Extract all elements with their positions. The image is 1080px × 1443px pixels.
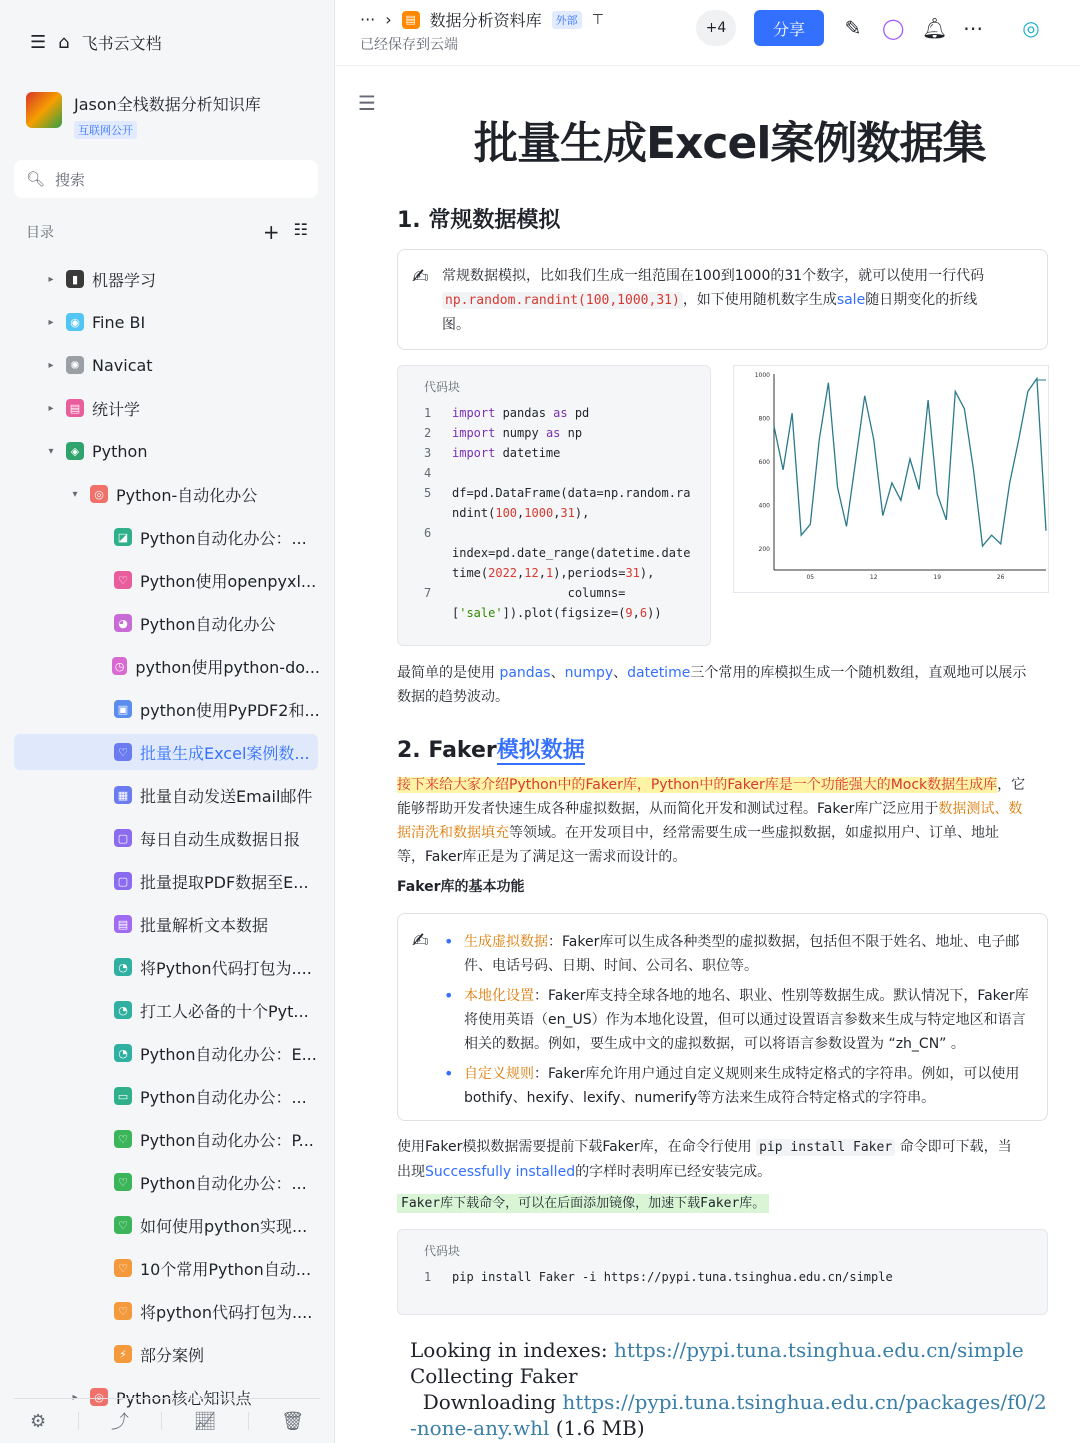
doc-icon: ♡ [114, 1259, 132, 1277]
sidebar-item[interactable] [0, 777, 320, 813]
search-placeholder[interactable]: 搜索 [55, 170, 86, 189]
code-text: ndint(100,1000,31), [452, 506, 590, 520]
assistant-avatar-icon[interactable]: ◎ [1022, 16, 1040, 40]
code-text: df=pd.DataFrame(data=np.random.ra [452, 486, 691, 500]
chevron-right-icon[interactable]: ▸ [48, 316, 54, 328]
divider [248, 1412, 249, 1430]
code-line [424, 406, 589, 420]
divider [161, 1412, 162, 1430]
code-line [424, 506, 589, 520]
sidebar [0, 0, 335, 1443]
chevron-right-icon[interactable]: ▸ [72, 1391, 78, 1403]
doc-icon: ▤ [114, 915, 132, 933]
breadcrumb-doc-title[interactable]: 数据分析资料库 [429, 11, 542, 30]
settings-icon[interactable]: ⚙ [29, 1410, 47, 1432]
datetime-text: datetime [627, 665, 691, 681]
code-line [424, 546, 690, 560]
sidebar-item-label: 批量解析文本数据 [140, 915, 269, 935]
terminal-text: Collecting Faker [410, 1364, 578, 1388]
sidebar-item-label: python使用python-do... [135, 657, 320, 677]
x-tick-label: 19 [933, 574, 942, 581]
sidebar-item-label: Navicat [92, 355, 153, 375]
divider [78, 1412, 79, 1430]
list-item [442, 930, 1032, 978]
chevron-right-icon[interactable]: ▸ [48, 402, 54, 414]
para3-text-1: 使用Faker模拟数据需要提前下载Faker库，在命令行使用 [397, 1139, 757, 1155]
doc-header [336, 0, 1080, 66]
terminal-output [410, 1337, 1070, 1441]
callout-text-3: 随日期变化的折线 [865, 292, 978, 308]
sidebar-item-label: 部分案例 [140, 1345, 205, 1365]
subheading-faker-basic[interactable]: Faker库的基本功能 [397, 879, 525, 895]
sidebar-item[interactable] [0, 1164, 320, 1200]
highlight-text: 接下来给大家介绍Python中的Faker库，Python中的Faker库是一个功能强大的Mock数据生成库 [397, 777, 998, 793]
sidebar-item[interactable] [14, 734, 318, 770]
python-icon: ◈ [66, 442, 84, 460]
y-tick-label: 1000 [754, 372, 770, 379]
sidebar-item-label: Python自动化办公：E... [140, 1044, 317, 1064]
x-tick-label: 12 [869, 574, 878, 581]
list-item-key: 本地化设置 [464, 988, 534, 1004]
code-text: pip install Faker -i https://pypi.tuna.tsinghua.edu.cn/simple [452, 1270, 893, 1284]
terminal-link[interactable]: https://pypi.tuna.tsinghua.edu.cn/simple [613, 1338, 1024, 1362]
doc-icon: ▣ [114, 700, 132, 718]
doc-icon: ◪ [114, 528, 132, 546]
doc-icon: ▭ [114, 1087, 132, 1105]
sidebar-item-label: Python自动化办公：... [140, 528, 307, 548]
code-line [424, 1270, 893, 1284]
terminal-link[interactable]: -none-any.whl [410, 1416, 550, 1440]
sidebar-item-label: 机器学习 [92, 270, 157, 290]
callout-text-1: 常规数据模拟，比如我们生成一组范围在100到1000的31个数字，就可以使用一行代码 [442, 268, 985, 284]
callout-text-2: ，如下使用随机数字生成 [682, 292, 837, 308]
breadcrumb-separator: › [385, 10, 392, 29]
callout-sale: sale [836, 292, 866, 308]
doc-icon: ♡ [114, 1216, 132, 1234]
code-line [424, 426, 582, 440]
toc-label: 目录 [26, 225, 54, 241]
code-line [424, 486, 690, 500]
sidebar-item[interactable] [0, 261, 320, 297]
terminal-text: (1.6 MB) [549, 1416, 645, 1440]
sidebar-item[interactable] [0, 562, 320, 598]
sidebar-item-label: Python自动化办公 [140, 614, 276, 634]
terminal-text: Downloading [410, 1390, 563, 1414]
home-icon[interactable]: ⌂ [58, 31, 70, 53]
sidebar-item-label: Python自动化办公：... [140, 1087, 307, 1107]
sidebar-item[interactable] [0, 949, 320, 985]
external-tag: 外部 [552, 11, 582, 29]
sidebar-footer [14, 1398, 320, 1443]
doc-icon: ♡ [114, 571, 132, 589]
sidebar-item[interactable] [0, 820, 320, 856]
sep: 、 [613, 665, 628, 681]
outline-icon[interactable]: ☰ [358, 91, 376, 115]
folder-icon: ◎ [90, 485, 108, 503]
para2-text-1: ，它 [997, 777, 1026, 793]
callout-text-4: 图。 [442, 317, 470, 333]
sidebar-item-label: 将Python代码打包为.... [140, 958, 312, 978]
heading-2[interactable] [397, 733, 585, 764]
code-block-1[interactable] [397, 365, 711, 646]
sidebar-item[interactable] [0, 347, 320, 383]
doc-icon: ◔ [114, 958, 132, 976]
doc-icon: ▢ [114, 829, 132, 847]
chart-icon: ▮ [66, 270, 84, 288]
share-out-icon[interactable]: ⤴ [110, 1412, 129, 1433]
chart-svg [734, 366, 1050, 594]
add-icon[interactable]: + [262, 220, 280, 244]
chevron-right-icon[interactable]: ▸ [48, 359, 54, 371]
para2-orange-1: 数据测试、数 [938, 801, 1023, 817]
notification-bell-icon[interactable]: 🔔︎ [922, 16, 948, 40]
sidebar-item[interactable] [0, 863, 320, 899]
paragraph-2[interactable] [397, 773, 1048, 869]
toc-header [26, 220, 308, 244]
inline-code: np.random.randint(100,1000,31) [442, 292, 683, 309]
list-item-text: ：Faker库支持全球各地的地名、职业、性别等数据生成。默认情况下，Faker库将使用英语（en_US）作为本地化设置，但可以通过设置语言参数来生成与特定地区和语言相关的数据。例如，要生成中文的虚拟数据，可以将语言参数设置为 “zh_CN” 。 [464, 988, 1029, 1052]
edit-icon[interactable]: ✎ [844, 16, 862, 40]
terminal-link[interactable]: https://pypi.tuna.tsinghua.edu.cn/packages/f0/2 [562, 1390, 1047, 1414]
para3-text-4: 的字样时表明库已经安装完成。 [575, 1164, 772, 1180]
chevron-down-icon[interactable]: ▾ [72, 488, 78, 500]
sidebar-item-label: Python自动化办公：P... [140, 1130, 314, 1150]
sidebar-item[interactable] [0, 519, 320, 555]
list-item-text: ：Faker库可以生成各种类型的虚拟数据，包括但不限于姓名、地址、电子邮件、电话号码、日期、时间、公司名、职位等。 [464, 934, 1020, 974]
para2-text-2: 能够帮助开发者快速生成各种虚拟数据，从而简化开发和测试过程。Faker库广泛应用于 [397, 801, 939, 817]
feature-list [442, 930, 1032, 1116]
callout-features[interactable] [397, 913, 1048, 1121]
notebook-icon: ▤ [66, 399, 84, 417]
para3-text-3: 出现 [397, 1164, 425, 1180]
line-number: 6 [424, 526, 432, 540]
globe-icon: ◉ [66, 313, 84, 331]
sidebar-item[interactable] [0, 992, 320, 1028]
sidebar-item[interactable] [0, 1336, 320, 1372]
code-line [424, 586, 625, 600]
heading-1[interactable]: 1. 常规数据模拟 [397, 208, 561, 233]
code-text: ['sale']).plot(figsize=(9,6)) [452, 606, 662, 620]
sidebar-item-label: Python [92, 441, 148, 461]
page-title[interactable]: 批量生成Excel案例数据集 [474, 118, 986, 169]
code-text: time(2022,12,1),periods=31), [452, 566, 655, 580]
breadcrumb [360, 8, 604, 31]
code-text: import pandas as pd [452, 406, 590, 420]
sidebar-item[interactable] [0, 1121, 320, 1157]
code-line [424, 566, 654, 580]
list-item [442, 984, 1032, 1056]
sidebar-item[interactable] [0, 476, 320, 512]
save-status: 已经保存到云端 [360, 37, 458, 53]
line-number: 3 [424, 446, 432, 460]
line-number: 4 [424, 466, 432, 480]
code-block-label: 代码块 [424, 380, 461, 394]
paragraph-3[interactable] [397, 1135, 1048, 1184]
writing-hand-icon: ✍ [412, 264, 429, 288]
sidebar-item-label: 批量自动发送Email邮件 [140, 786, 313, 806]
chevron-down-icon[interactable]: ▾ [48, 445, 54, 457]
line-number: 1 [424, 406, 432, 420]
sidebar-item-label: 如何使用python实现... [140, 1216, 308, 1236]
doc-icon: ⚡ [114, 1345, 132, 1363]
callout-text [442, 264, 1038, 337]
para2-text-4: 等，Faker库正是为了满足这一需求而设计的。 [397, 849, 687, 865]
line-chart [733, 365, 1049, 593]
doc-icon: ▦ [114, 786, 132, 804]
sep: 、 [550, 665, 565, 681]
sidebar-item[interactable] [0, 648, 320, 684]
gear-icon: ✺ [66, 356, 84, 374]
line-number: 2 [424, 426, 432, 440]
sidebar-item[interactable] [0, 906, 320, 942]
doc-icon: ♡ [114, 1130, 132, 1148]
para3-text-2: 命令即可下载，当 [895, 1139, 1012, 1155]
terminal-text: Looking in indexes: [410, 1338, 614, 1362]
search-box[interactable] [14, 160, 318, 198]
folder-icon: ◎ [90, 1388, 108, 1406]
share-button[interactable]: 分享 [754, 10, 824, 46]
doc-icon: ♡ [114, 1302, 132, 1320]
sidebar-item-label: Fine BI [92, 312, 146, 332]
line-number: 1 [424, 1270, 432, 1284]
trash-icon[interactable]: 🗑︎ [281, 1410, 305, 1432]
more-options-icon[interactable]: ⋯ [963, 16, 983, 40]
collaborators-count[interactable]: +4 [696, 10, 736, 46]
list-item-key: 生成虚拟数据 [464, 934, 548, 950]
sidebar-item[interactable] [0, 1250, 320, 1286]
code-line [424, 606, 662, 620]
sidebar-item-label: Python核心知识点 [116, 1388, 252, 1408]
collapse-sidebar-icon[interactable]: ☰ [30, 31, 47, 53]
sidebar-item[interactable] [0, 1078, 320, 1114]
sidebar-item[interactable] [0, 691, 320, 727]
code-text: import datetime [452, 446, 561, 460]
y-tick-label: 600 [758, 459, 770, 467]
code-line [424, 526, 452, 540]
sidebar-item-label: 将python代码打包为.... [140, 1302, 313, 1322]
stats-icon[interactable]: 📈︎ [193, 1410, 217, 1432]
list-item-key: 自定义规则 [464, 1066, 534, 1082]
sidebar-item-label: 批量提取PDF数据至E... [140, 872, 309, 892]
doc-icon: ♡ [114, 743, 132, 761]
doc-icon: ♡ [114, 1173, 132, 1191]
y-tick-label: 400 [758, 502, 770, 510]
sidebar-item-label: 每日自动生成数据日报 [140, 829, 301, 849]
para2-orange-2: 据清洗和数据填充 [397, 825, 509, 841]
code-block-label: 代码块 [424, 1244, 461, 1258]
heading-2-link[interactable]: 模拟数据 [496, 738, 585, 763]
green-note-line[interactable] [397, 1191, 1048, 1216]
code-text: import numpy as np [452, 426, 583, 440]
para1-text: 最简单的是使用 [397, 665, 500, 681]
code-line [424, 466, 452, 480]
sidebar-item[interactable] [0, 605, 320, 641]
code-text: index=pd.date_range(datetime.date [452, 546, 691, 560]
sidebar-item-label: 打工人必备的十个Pyt... [140, 1001, 309, 1021]
sale-series-line [774, 378, 1046, 546]
app-name[interactable]: 飞书云文档 [81, 33, 162, 53]
sidebar-item-label: 10个常用Python自动... [140, 1259, 312, 1279]
sidebar-item-label: 统计学 [92, 399, 141, 419]
numpy-text: numpy [564, 665, 614, 681]
success-text: Successfully installed [425, 1164, 576, 1180]
sidebar-item[interactable] [0, 1035, 320, 1071]
doc-icon: ▤ [402, 11, 420, 29]
doc-content [336, 67, 1080, 1443]
doc-icon: ◷ [112, 657, 127, 675]
workspace-public-badge: 互联网公开 [74, 121, 137, 139]
inline-code-pip: pip install Faker [756, 1139, 895, 1156]
search-icon: 🔍︎ [26, 170, 46, 188]
y-tick-label: 800 [758, 415, 770, 423]
workspace-logo-icon [26, 92, 62, 128]
x-tick-label: 05 [806, 574, 815, 581]
header-actions [696, 10, 1042, 46]
sidebar-item[interactable] [0, 304, 320, 340]
chevron-right-icon[interactable]: ▸ [48, 273, 54, 285]
pandas-text: pandas [499, 665, 551, 681]
sidebar-item-label: Python使用openpyxl... [140, 571, 317, 591]
green-note: Faker库下载命令，可以在后面添加镜像，加速下载Faker库。 [397, 1194, 769, 1213]
writing-hand-icon: ✍ [412, 928, 429, 952]
callout-box[interactable] [397, 249, 1048, 350]
ai-assistant-icon[interactable]: ◯ [882, 16, 905, 40]
paragraph-1[interactable] [397, 661, 1048, 709]
sidebar-item[interactable] [0, 433, 320, 469]
line-number: 7 [424, 586, 432, 600]
sidebar-item-label: Python自动化办公：... [140, 1173, 307, 1193]
doc-icon: ▢ [114, 872, 132, 890]
workspace-name[interactable]: Jason全栈数据分析知识库 [74, 95, 261, 114]
sidebar-item-label: Python-自动化办公 [116, 485, 258, 505]
doc-tree [0, 261, 335, 1408]
sidebar-header [30, 28, 162, 56]
code-line [424, 446, 560, 460]
para1-text-3: 数据的趋势波动。 [397, 689, 509, 705]
sidebar-item[interactable] [0, 1207, 320, 1243]
list-item [442, 1062, 1032, 1110]
doc-icon: ◔ [114, 1001, 132, 1019]
para1-text-2: 三个常用的库模拟生成一个随机数组，直观地可以展示 [690, 665, 1027, 681]
sidebar-item[interactable] [0, 390, 320, 426]
para2-text-3: 等领域。在开发项目中，经常需要生成一些虚拟数据，如虚拟用户、订单、地址 [509, 825, 999, 841]
sidebar-item[interactable] [0, 1293, 320, 1329]
code-text: columns= [452, 586, 626, 600]
doc-icon: ◔ [114, 1044, 132, 1062]
pin-icon[interactable]: ⊤ [591, 11, 604, 28]
code-block-2[interactable] [397, 1229, 1048, 1315]
line-number: 5 [424, 486, 432, 500]
doc-icon: ◕ [114, 614, 132, 632]
sidebar-item-label: 批量生成Excel案例数... [140, 743, 310, 763]
list-item-text: ：Faker库允许用户通过自定义规则来生成特定格式的字符串。例如，可以使用bothify、hexify、lexify、numerify等方法来生成符合特定格式的字符串。 [464, 1066, 1020, 1106]
heading-2-prefix: 2. Faker [397, 738, 497, 763]
y-tick-label: 200 [758, 546, 770, 554]
list-icon[interactable]: ☷ [293, 220, 308, 239]
x-tick-label: 26 [996, 574, 1005, 581]
workspace-header[interactable] [26, 92, 261, 139]
sidebar-item-label: python使用PyPDF2和... [140, 700, 320, 720]
more-breadcrumb-icon[interactable]: ··· [360, 10, 376, 29]
